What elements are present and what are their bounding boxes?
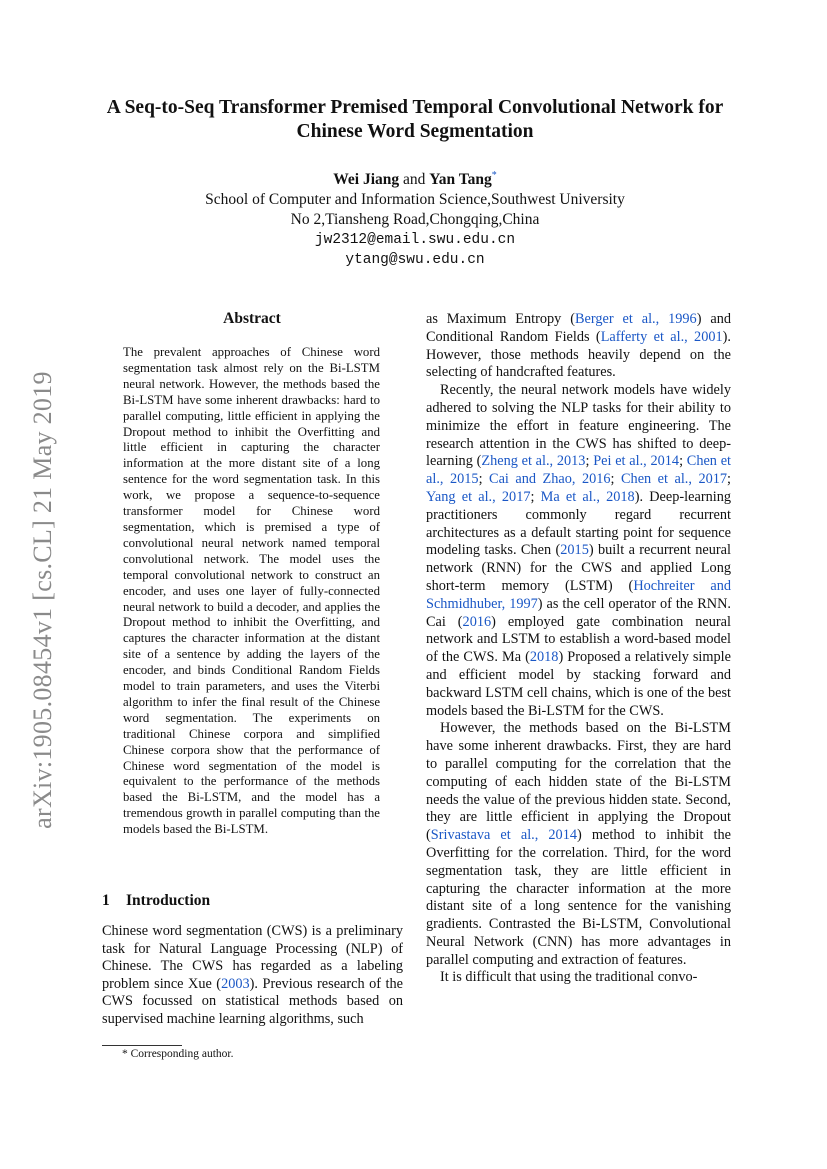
text-span: ; (530, 488, 541, 505)
author-block (120, 166, 710, 270)
text-span: ) as the cell operator of the RNN. Cai ( (426, 595, 731, 630)
right-column (426, 311, 731, 987)
abstract-heading: Abstract (223, 310, 281, 327)
author-1: Wei Jiang (333, 171, 400, 189)
citation-link[interactable]: Srivastava et al., 2014 (430, 827, 578, 844)
citation-link[interactable]: 2003 (221, 975, 250, 992)
arxiv-identifier-text: arXiv:1905.08454v1 [cs.CL] 21 May 2019 (28, 371, 57, 829)
text-span: ; (727, 471, 732, 488)
text-span: However, the methods based on the Bi-LSTM have some inherent drawbacks. First, they are hard to parallel computing for the correlation that the computing of each hidden state of the Bi-LSTM needs the value of the previous hidden state. Second, they are little efficient in applying the Dropout ( (426, 720, 731, 844)
citation-link[interactable]: Yang et al., 2017 (426, 488, 531, 505)
title-line-2: Chinese Word Segmentation (296, 121, 534, 142)
text-span: ; (610, 471, 622, 488)
text-span: ). Deep-learning practitioners commonly regard recurrent architectures as a default starting point for sequence modeling tasks. Chen ( (426, 488, 731, 559)
right-paragraph-3 (426, 720, 731, 969)
right-paragraph-4: It is difficult that using the traditional convo- (440, 969, 698, 986)
citation-link[interactable]: Ma et al., 2018 (540, 488, 635, 505)
citation-link[interactable]: Chen et al., 2015 (426, 453, 732, 488)
text-span: Recently, the neural network models have widely adhered to solving the NLP tasks for their ability to minimize the effort in feature engineering. The research attention in the CWS has shifted to deep-learning ( (426, 382, 731, 470)
citation-link[interactable]: Zheng et al., 2013 (481, 453, 586, 470)
citation-link[interactable]: Hochreiter and Schmidhuber, 1997 (426, 577, 731, 612)
citation-link[interactable]: 2015 (560, 542, 589, 559)
email-1: jw2312@email.swu.edu.cn (314, 232, 516, 249)
corresponding-author-mark[interactable]: * (491, 170, 497, 181)
intro-p1-text-b: ). Previous research of the CWS focussed on statistical methods based on supervised machine learning algorithms, such (102, 975, 403, 1027)
text-span: ) method to inhibit the Overfitting for the correlation. Third, for the word segmentation task, they are little efficient in capturing the character information at the more distant site of a long sentence for the vanishing gradients. Contrasted the Bi-LSTM, Convolutional Neural Network (CNN) has more advantages in parallel computing and extraction of features. (426, 827, 731, 968)
abstract-body: The prevalent approaches of Chinese word segmentation task almost rely on the Bi-LSTM neural network. However, the methods based the Bi-LSTM have some inherent drawbacks: hard to parallel computing, little efficient in applying the Dropout method to inhibit the Overfitting and little efficient in capturing the character information at the more distant site of a long sentence for the word segmentation task. In this work, we propose a sequence-to-sequence transformer model for Chinese word segmentation, which is premised a type of convolutional neural network named temporal convolutional network. The model uses the temporal convolutional network to construct an encoder, and uses one layer of fully-connected neural network to build a decoder, and applies the Dropout method to inhibit the Overfitting, and captures the character information at the distant site of a sentence by adding the layers of the encoder, and binds Conditional Random Fields model to train parameters, and uses the Viterbi algorithm to infer the final result of the Chinese word segmentation. The experiments on traditional Chinese corpora and simplified Chinese corpora show that the performance of Chinese word segmentation of the model is equivalent to the performance of the methods based the Bi-LSTM, and the model has a tremendous growth in parallel computing than the models based the Bi-LSTM. (123, 345, 380, 837)
section-heading-introduction (102, 892, 210, 910)
email-2: ytang@swu.edu.cn (345, 252, 485, 269)
citation-link[interactable]: Pei et al., 2014 (593, 453, 680, 470)
text-span: ; (478, 471, 490, 488)
citation-link[interactable]: Lafferty et al., 2001 (600, 328, 723, 345)
footnote: * Corresponding author. (122, 1048, 234, 1060)
affiliation-2: No 2,Tiansheng Road,Chongqing,China (290, 211, 540, 229)
author-names (120, 166, 710, 190)
affiliation-1: School of Computer and Information Science,Southwest University (205, 191, 625, 209)
citation-link[interactable]: Chen et al., 2017 (621, 471, 728, 488)
arxiv-identifier (28, 340, 58, 860)
citation-link[interactable]: 2018 (529, 649, 559, 666)
text-span: ). However, those methods heavily depend on the selecting of handcrafted features. (426, 328, 731, 381)
intro-paragraph-1 (102, 923, 403, 1029)
text-span: ) Proposed a relatively simple and efficient model by stacking forward and backward LSTM cell chains, which is one of the best models based the Bi-LSTM for the CWS. (426, 649, 731, 719)
footnote-rule (102, 1045, 182, 1046)
text-span: as Maximum Entropy ( (426, 311, 575, 327)
text-span: ) built a recurrent neural network (RNN) for the CWS and applied Long short-term memory (LSTM) ( (426, 542, 731, 594)
section-title: Introduction (126, 892, 211, 909)
introduction-body (102, 923, 403, 1029)
author-conjunction: and (399, 171, 430, 189)
right-paragraph-2 (426, 382, 731, 720)
text-span: ) and Conditional Random Fields ( (426, 311, 731, 345)
text-span: ) employed gate combination neural network and LSTM to establish a word-based model of the CWS. Ma ( (426, 613, 731, 666)
paper-title (90, 96, 740, 144)
text-span: ; (585, 453, 594, 470)
section-number: 1 (102, 892, 110, 909)
right-paragraph-1 (426, 311, 731, 382)
text-span: ; (679, 453, 687, 470)
author-2: Yan Tang (429, 171, 492, 189)
citation-link[interactable]: Cai and Zhao, 2016 (489, 471, 611, 488)
citation-link[interactable]: Berger et al., 1996 (574, 311, 697, 327)
intro-p1-text-a: Chinese word segmentation (CWS) is a preliminary task for Natural Language Processing (NLP) of Chinese. The CWS has regarded as a labeling problem since Xue ( (102, 923, 403, 992)
citation-link[interactable]: 2016 (462, 613, 492, 630)
title-line-1: A Seq-to-Seq Transformer Premised Temporal Convolutional Network for (106, 97, 724, 118)
